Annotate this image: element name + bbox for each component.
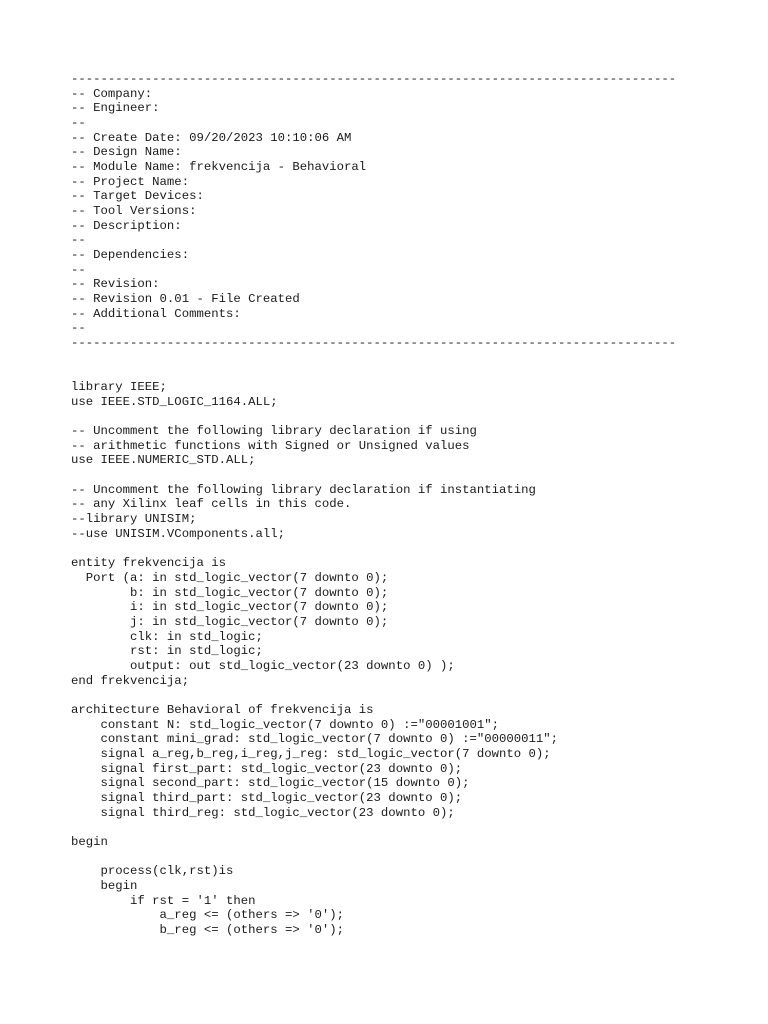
code-line: [71, 688, 676, 703]
code-line: library IEEE;: [71, 380, 167, 395]
code-line: --: [71, 321, 86, 336]
code-line: -- Revision:: [71, 277, 160, 292]
code-line: -- Create Date: 09/20/2023 10:10:06 AM: [71, 130, 352, 145]
code-line: end frekvencija;: [71, 673, 190, 688]
code-line: if rst = '1' then: [71, 893, 256, 908]
code-line: [71, 365, 676, 380]
code-line: i: in std_logic_vector(7 downto 0);: [71, 600, 389, 615]
code-line: signal second_part: std_logic_vector(15 downto 0);: [71, 776, 470, 791]
code-line: j: in std_logic_vector(7 downto 0);: [71, 614, 389, 629]
code-line: [71, 409, 676, 424]
code-line: signal third_reg: std_logic_vector(23 downto 0);: [71, 805, 455, 820]
code-line: [71, 351, 676, 366]
code-line: b: in std_logic_vector(7 downto 0);: [71, 585, 389, 600]
code-line: -- Project Name:: [71, 174, 190, 189]
code-line: -- Engineer:: [71, 101, 160, 116]
code-line: -- Additional Comments:: [71, 306, 241, 321]
code-line: a_reg <= (others => '0');: [71, 908, 345, 923]
code-line: process(clk,rst)is: [71, 864, 234, 879]
code-line: ----------------------------------------------------------------------------------: [71, 336, 677, 351]
code-line: constant mini_grad: std_logic_vector(7 downto 0) :="00000011";: [71, 732, 559, 747]
code-line: begin: [71, 878, 138, 893]
code-line: -- Description:: [71, 218, 182, 233]
vhdl-source-code: [71, 72, 676, 938]
code-line: --: [71, 262, 86, 277]
code-line: --library UNISIM;: [71, 512, 197, 527]
code-line: -- arithmetic functions with Signed or Unsigned values: [71, 438, 470, 453]
code-line: signal a_reg,b_reg,i_reg,j_reg: std_logic_vector(7 downto 0);: [71, 746, 551, 761]
code-line: [71, 468, 676, 483]
code-line: Port (a: in std_logic_vector(7 downto 0);: [71, 570, 389, 585]
code-line: -- Target Devices:: [71, 189, 204, 204]
code-line: -- any Xilinx leaf cells in this code.: [71, 497, 352, 512]
code-line: -- Revision 0.01 - File Created: [71, 292, 300, 307]
code-line: output: out std_logic_vector(23 downto 0) );: [71, 658, 455, 673]
code-line: -- Tool Versions:: [71, 204, 197, 219]
code-line: b_reg <= (others => '0');: [71, 922, 345, 937]
code-line: -- Design Name:: [71, 145, 182, 160]
code-line: -- Uncomment the following library declaration if using: [71, 424, 477, 439]
code-line: begin: [71, 834, 108, 849]
code-line: -- Module Name: frekvencija - Behavioral: [71, 160, 367, 175]
code-line: constant N: std_logic_vector(7 downto 0) :="00001001";: [71, 717, 500, 732]
code-line: use IEEE.NUMERIC_STD.ALL;: [71, 453, 256, 468]
code-line: signal third_part: std_logic_vector(23 downto 0);: [71, 790, 463, 805]
code-line: clk: in std_logic;: [71, 629, 263, 644]
code-line: -- Dependencies:: [71, 248, 190, 263]
code-line: -- Company:: [71, 86, 153, 101]
code-line: entity frekvencija is: [71, 556, 226, 571]
code-line: rst: in std_logic;: [71, 644, 263, 659]
code-line: signal first_part: std_logic_vector(23 downto 0);: [71, 761, 463, 776]
code-line: [71, 820, 676, 835]
code-line: ----------------------------------------------------------------------------------: [71, 72, 677, 86]
code-line: --: [71, 116, 86, 131]
code-line: -- Uncomment the following library declaration if instantiating: [71, 482, 536, 497]
code-line: use IEEE.STD_LOGIC_1164.ALL;: [71, 394, 278, 409]
code-line: architecture Behavioral of frekvencija is: [71, 702, 374, 717]
code-line: --: [71, 233, 86, 248]
code-line: [71, 850, 676, 865]
code-line: [71, 542, 676, 557]
code-line: --use UNISIM.VComponents.all;: [71, 526, 286, 541]
